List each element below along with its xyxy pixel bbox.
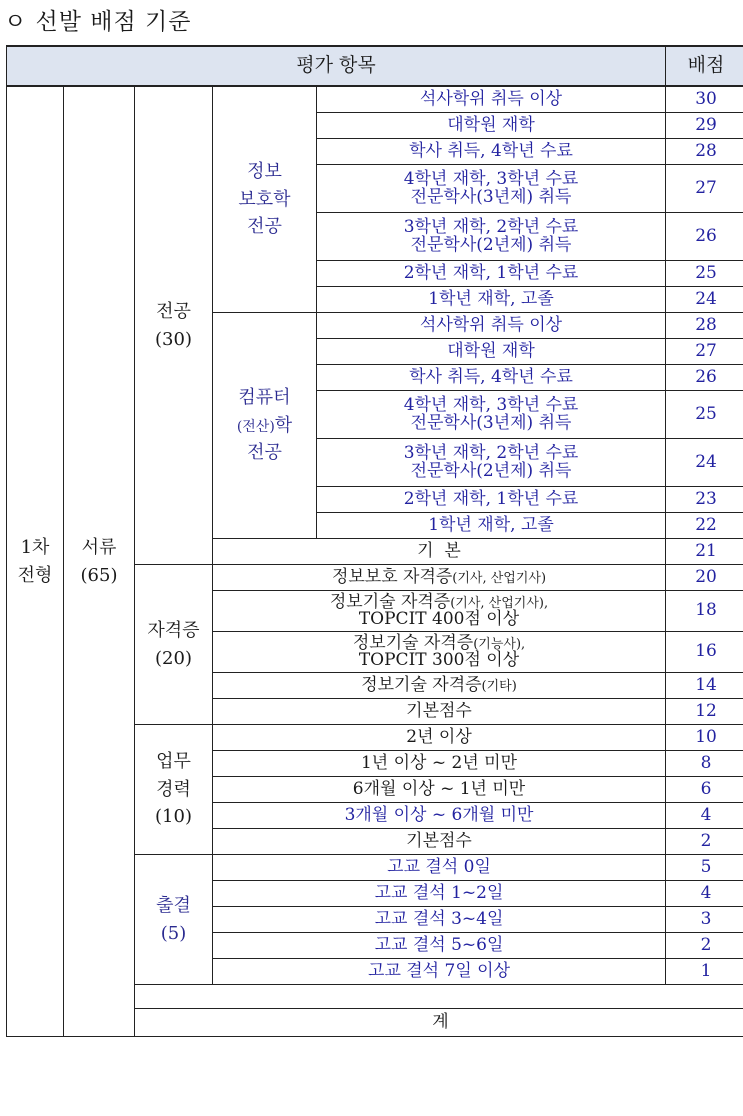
list-item: 3학년 재학, 2학년 수료 전문학사(2년제) 취득 bbox=[317, 213, 666, 261]
list-item: 고교 결석 0일 bbox=[213, 855, 666, 881]
list-item: 대학원 재학 bbox=[317, 339, 666, 365]
list-item: 석사학위 취득 이상 bbox=[317, 313, 666, 339]
list-item: 2학년 재학, 1학년 수료 bbox=[317, 487, 666, 513]
score-value: 6 bbox=[666, 777, 743, 803]
list-item: 1학년 재학, 고졸 bbox=[317, 513, 666, 539]
score-value: 22 bbox=[666, 513, 743, 539]
score-value: 16 bbox=[666, 632, 743, 673]
list-item: 2년 이상 bbox=[213, 725, 666, 751]
score-value: 24 bbox=[666, 439, 743, 487]
list-item: 학사 취득, 4학년 수료 bbox=[317, 139, 666, 165]
list-item: 대학원 재학 bbox=[317, 113, 666, 139]
score-value: 26 bbox=[666, 365, 743, 391]
list-item: 고교 결석 5~6일 bbox=[213, 933, 666, 959]
stage-cell: 1차 전형 bbox=[7, 86, 64, 1037]
score-value: 25 bbox=[666, 261, 743, 287]
score-value: 26 bbox=[666, 213, 743, 261]
header-item: 평가 항목 bbox=[7, 46, 666, 86]
score-value: 4 bbox=[666, 881, 743, 907]
major-cell: 전공 (30) bbox=[135, 86, 213, 565]
list-item: 정보기술 자격증(기사, 산업기사), TOPCIT 400점 이상 bbox=[213, 591, 666, 632]
list-item: 정보기술 자격증(기타) bbox=[213, 673, 666, 699]
spacer-row bbox=[135, 985, 743, 1009]
list-item: 고교 결석 1~2일 bbox=[213, 881, 666, 907]
score-value: 14 bbox=[666, 673, 743, 699]
list-item: 고교 결석 7일 이상 bbox=[213, 959, 666, 985]
score-value: 21 bbox=[666, 539, 743, 565]
header-score: 배점 bbox=[666, 46, 743, 86]
score-value: 3 bbox=[666, 907, 743, 933]
list-item: 학사 취득, 4학년 수료 bbox=[317, 365, 666, 391]
score-value: 27 bbox=[666, 339, 743, 365]
score-value: 28 bbox=[666, 139, 743, 165]
page-title: ㅇ 선발 배점 기준 bbox=[4, 9, 192, 35]
list-item: 석사학위 취득 이상 bbox=[317, 86, 666, 113]
career-cell: 업무 경력 (10) bbox=[135, 725, 213, 855]
list-item: 6개월 이상 ~ 1년 미만 bbox=[213, 777, 666, 803]
score-value: 2 bbox=[666, 829, 743, 855]
score-value: 27 bbox=[666, 165, 743, 213]
list-item: 기본점수 bbox=[213, 699, 666, 725]
cert-cell: 자격증 (20) bbox=[135, 565, 213, 725]
score-value: 1 bbox=[666, 959, 743, 985]
score-value: 23 bbox=[666, 487, 743, 513]
list-item: 고교 결석 3~4일 bbox=[213, 907, 666, 933]
score-value: 2 bbox=[666, 933, 743, 959]
infosec-major-cell: 정보 보호학 전공 bbox=[213, 86, 317, 313]
score-value: 28 bbox=[666, 313, 743, 339]
attendance-cell: 출결 (5) bbox=[135, 855, 213, 985]
list-item: 1학년 재학, 고졸 bbox=[317, 287, 666, 313]
score-value: 29 bbox=[666, 113, 743, 139]
document-cell: 서류 (65) bbox=[64, 86, 135, 1037]
score-value: 4 bbox=[666, 803, 743, 829]
score-value: 8 bbox=[666, 751, 743, 777]
computer-major-cell: 컴퓨터 (전산)학 전공 bbox=[213, 313, 317, 539]
list-item: 정보기술 자격증(기능사), TOPCIT 300점 이상 bbox=[213, 632, 666, 673]
score-value: 5 bbox=[666, 855, 743, 881]
score-value: 10 bbox=[666, 725, 743, 751]
list-item: 3개월 이상 ~ 6개월 미만 bbox=[213, 803, 666, 829]
score-value: 12 bbox=[666, 699, 743, 725]
list-item: 정보보호 자격증(기사, 산업기사) bbox=[213, 565, 666, 591]
list-item: 1년 이상 ~ 2년 미만 bbox=[213, 751, 666, 777]
list-item: 2학년 재학, 1학년 수료 bbox=[317, 261, 666, 287]
list-item: 3학년 재학, 2학년 수료 전문학사(2년제) 취득 bbox=[317, 439, 666, 487]
major-basic-label: 기 본 bbox=[213, 539, 666, 565]
score-value: 24 bbox=[666, 287, 743, 313]
score-criteria-table bbox=[6, 45, 743, 1037]
list-item: 기본점수 bbox=[213, 829, 666, 855]
list-item: 4학년 재학, 3학년 수료 전문학사(3년제) 취득 bbox=[317, 165, 666, 213]
score-value: 30 bbox=[666, 86, 743, 113]
score-value: 25 bbox=[666, 391, 743, 439]
score-value: 18 bbox=[666, 591, 743, 632]
list-item: 4학년 재학, 3학년 수료 전문학사(3년제) 취득 bbox=[317, 391, 666, 439]
score-value: 20 bbox=[666, 565, 743, 591]
total-label: 계 bbox=[135, 1009, 743, 1037]
